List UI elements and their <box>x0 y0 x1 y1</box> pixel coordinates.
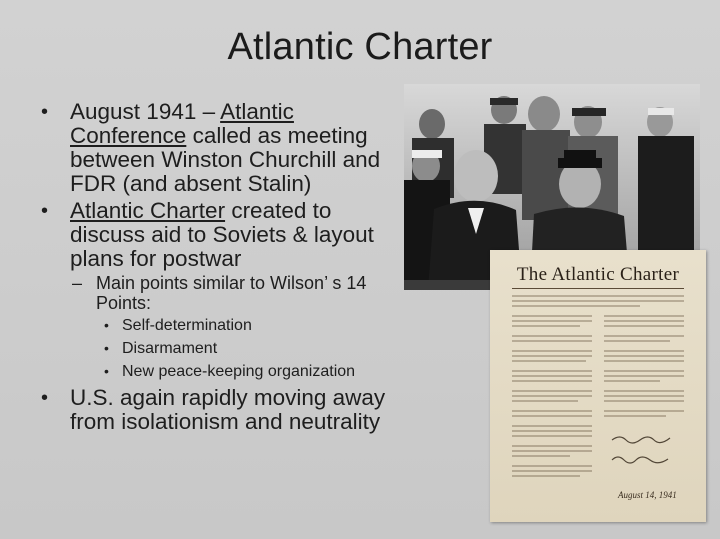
point-item: • New peace-keeping organization <box>94 363 398 380</box>
bullet-text: called as meeting between Winston Churchill and FDR (and absent Stalin) <box>70 123 381 196</box>
charter-document-image <box>490 250 706 522</box>
atlantic-conference-link[interactable]: Atlantic Conference <box>70 99 294 148</box>
signature-marks <box>612 437 670 463</box>
document-title: The Atlantic Charter <box>516 264 680 285</box>
sub-bullet-list <box>64 273 398 380</box>
bullet-item-isolationism: • U.S. again rapidly moving away from isolationism and neutrality <box>38 386 398 434</box>
sub-bullet-text: Main points similar to Wilson’ s 14 Points: <box>96 273 367 313</box>
bullet-item-conference <box>38 100 398 196</box>
bullet-lead: August 1941 – <box>70 99 221 124</box>
atlantic-charter-link[interactable]: Atlantic Charter <box>70 198 226 223</box>
point-list <box>94 317 398 380</box>
sub-bullet-item <box>64 273 398 380</box>
point-item: • Self-determination <box>94 317 398 334</box>
point-item: • Disarmament <box>94 340 398 357</box>
bullet-list <box>38 100 398 437</box>
document-date: August 14, 1941 <box>618 490 677 500</box>
slide-title: Atlantic Charter <box>227 26 493 68</box>
document-text-lines <box>490 250 706 522</box>
bullet-item-charter <box>38 199 398 380</box>
bullet-text: created to discuss aid to Soviets & layout plans for postwar <box>70 198 374 271</box>
